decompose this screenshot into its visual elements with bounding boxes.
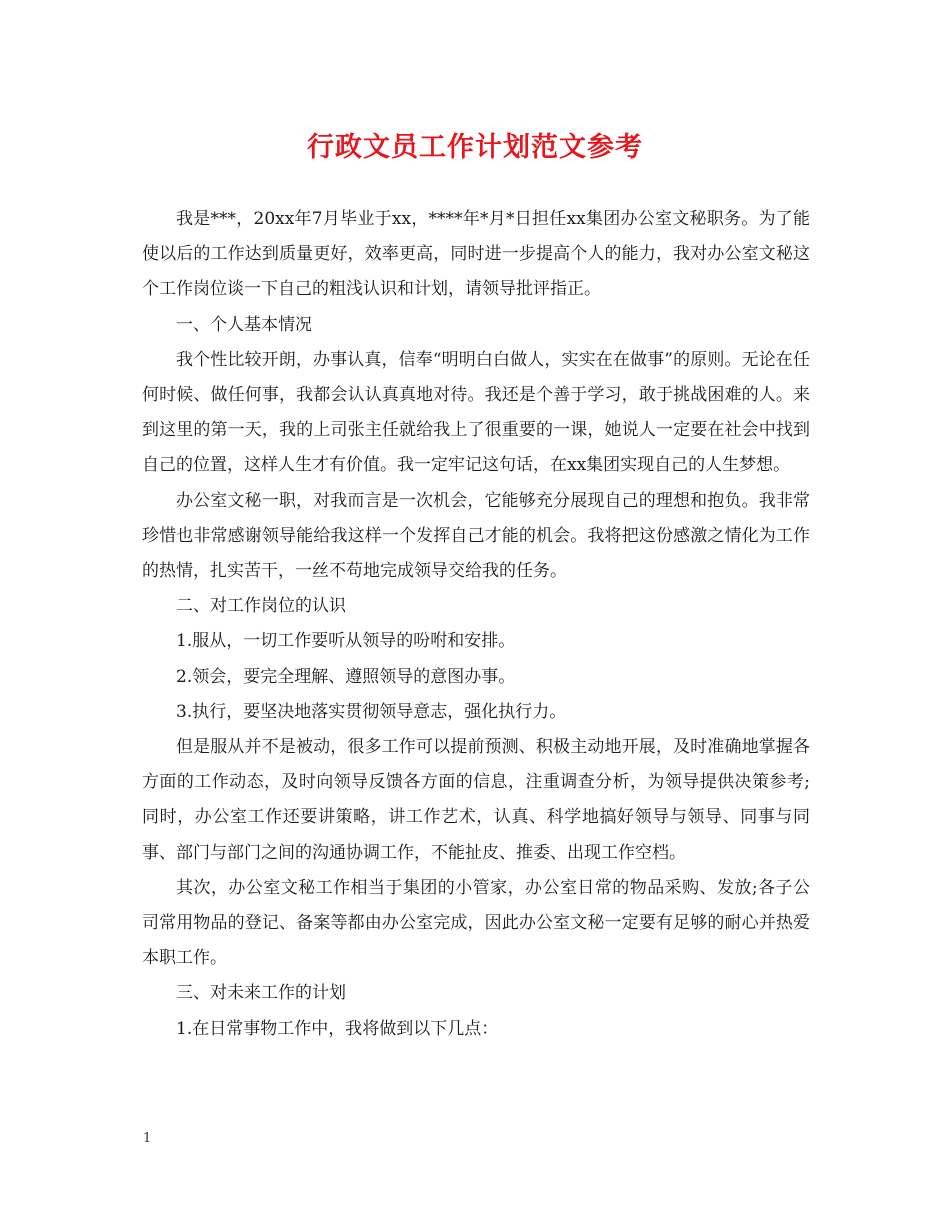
section-heading-3: 三、对未来工作的计划 [176, 983, 346, 1004]
list-item-2: 2.领会，要完全理解、遵照领导的意图办事。 [176, 666, 516, 687]
list-item-1: 1.服从，一切工作要听从领导的吩咐和安排。 [176, 631, 516, 652]
page-number: 1 [143, 1131, 152, 1146]
paragraph-proactive: 但是服从并不是被动，很多工作可以提前预测、积极主动地开展，及时准确地掌握各方面的工作动态，及时向领导反馈各方面的信息，注重调查分析，为领导提供决策参考;同时，办公室工作还要讲策略，讲工作艺术，认真、科学地搞好领导与领导、同事与同事、部门与部门之间的沟通协调工作，不能扯皮、推委、出现工作空档。 [142, 737, 810, 863]
section-heading-2: 二、对工作岗位的认识 [176, 596, 346, 617]
paragraph-housekeeper: 其次，办公室文秘工作相当于集团的小管家，办公室日常的物品采购、发放;各子公司常用物品的登记、备案等都由办公室完成，因此办公室文秘一定要有足够的耐心并热爱本职工作。 [142, 877, 810, 969]
list-item-plan-1: 1.在日常事物工作中，我将做到以下几点： [176, 1018, 499, 1039]
paragraph-opportunity: 办公室文秘一职，对我而言是一次机会，它能够充分展现自己的理想和抱负。我非常珍惜也非常感谢领导能给我这样一个发挥自己才能的机会。我将把这份感激之情化为工作的热情，扎实苦干，一丝不苟地完成领导交给我的任务。 [142, 490, 810, 582]
paragraph-intro: 我是***，20xx年7月毕业于xx，****年*月*日担任xx集团办公室文秘职务。为了能使以后的工作达到质量更好，效率更高，同时进一步提高个人的能力，我对办公室文秘这个工作岗位谈一下自己的粗浅认识和计划，请领导批评指正。 [142, 209, 810, 300]
paragraph-personality: 我个性比较开朗，办事认真，信奉“明明白白做人，实实在在做事”的原则。无论在任何时候、做任何事，我都会认认真真地对待。我还是个善于学习，敢于挑战困难的人。来到这里的第一天，我的上司张主任就给我上了很重要的一课，她说人一定要在社会中找到自己的位置，这样人生才有价值。我一定牢记这句话，在xx集团实现自己的人生梦想。 [142, 349, 810, 476]
document-body [142, 202, 810, 1047]
section-heading-1: 一、个人基本情况 [176, 314, 312, 335]
document-title: 行政文员工作计划范文参考 [307, 132, 643, 163]
list-item-3: 3.执行，要坚决地落实贯彻领导意志，强化执行力。 [176, 701, 567, 722]
